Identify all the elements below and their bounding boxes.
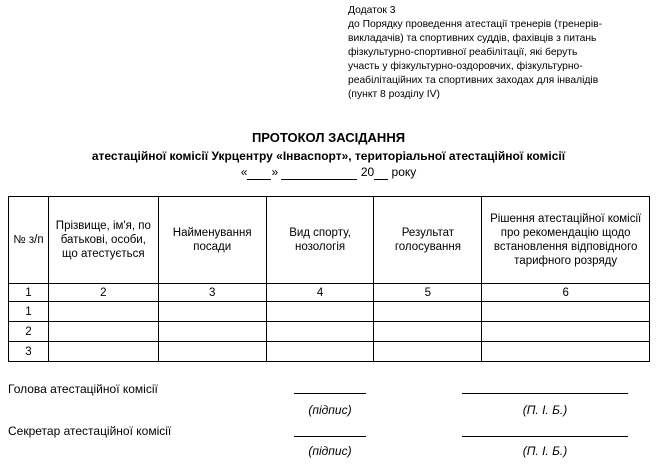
month-blank[interactable] [281,165,357,180]
chair-signature-line[interactable] [294,393,366,394]
column-number-row [9,284,650,302]
header-sport: Вид спорту, нозологія [266,197,374,284]
protocol-table [8,196,650,362]
chair-label: Голова атестаційної комісії [8,382,158,396]
secretary-label: Секретар атестаційної комісії [8,424,172,438]
table-row [9,302,650,322]
annex-line: фізкультурно-спортивної реабілітації, які беруть [348,47,578,58]
year-blank[interactable] [374,165,388,180]
table-cell[interactable] [482,322,650,342]
column-number: 2 [48,284,158,302]
table-cell[interactable] [374,342,482,362]
annex-block [348,4,648,102]
annex-line: Додаток 3 [348,5,396,16]
annex-line: участь у фізкультурно-оздоровчих, фізкультурно- [348,61,583,72]
annex-line: (пункт 8 розділу IV) [348,89,440,100]
header-number: № з/п [9,197,49,284]
column-number: 4 [266,284,374,302]
row-number: 1 [9,302,49,322]
chair-signature-caption: (підпис) [308,403,352,417]
secretary-signature-caption: (підпис) [308,444,352,458]
header-position: Найменування посади [158,197,266,284]
table-row [9,322,650,342]
annex-line: до Порядку проведення атестації тренерів (тренерів- [348,19,603,30]
table-cell[interactable] [48,322,158,342]
table-cell[interactable] [48,342,158,362]
column-number: 3 [158,284,266,302]
column-number: 5 [374,284,482,302]
header-full-name: Прізвище, ім'я, по батькові, особи, що атестується [48,197,158,284]
column-number: 6 [482,284,650,302]
day-blank[interactable] [247,165,271,180]
document-subtitle: атестаційної комісії Укрцентру «Інваспорт», територіальної атестаційної комісії [91,149,566,163]
table-cell[interactable] [374,302,482,322]
table-cell[interactable] [374,322,482,342]
table-cell[interactable] [158,302,266,322]
table-cell[interactable] [266,342,374,362]
annex-line: викладачів) та спортивних суддів, фахівців з питань [348,33,597,44]
table-header-row [9,197,650,284]
table-cell[interactable] [48,302,158,322]
year-prefix: 20 [360,165,375,179]
table-cell[interactable] [158,342,266,362]
table-cell[interactable] [266,302,374,322]
date-line [0,165,657,180]
table-cell[interactable] [266,322,374,342]
table-cell[interactable] [482,302,650,322]
header-vote-result: Результат голосування [374,197,482,284]
header-decision: Рішення атестаційної комісії про рекомендацію щодо встановлення відповідного тарифного розряду [482,197,650,284]
date-open-quote: « [240,165,248,179]
year-suffix: року [391,165,417,179]
secretary-name-caption: (П. І. Б.) [522,444,568,458]
secretary-signature-line[interactable] [294,436,366,437]
table-cell[interactable] [482,342,650,362]
chair-name-caption: (П. І. Б.) [522,403,568,417]
document-title: ПРОТОКОЛ ЗАСІДАННЯ [251,130,406,145]
table-cell[interactable] [158,322,266,342]
table-row [9,342,650,362]
secretary-name-line[interactable] [462,436,628,437]
annex-line: реабілітаційних та спортивних заходах для інвалідів [348,75,599,86]
date-close-quote: » [271,165,279,179]
chair-name-line[interactable] [462,393,628,394]
row-number: 2 [9,322,49,342]
column-number: 1 [9,284,49,302]
row-number: 3 [9,342,49,362]
